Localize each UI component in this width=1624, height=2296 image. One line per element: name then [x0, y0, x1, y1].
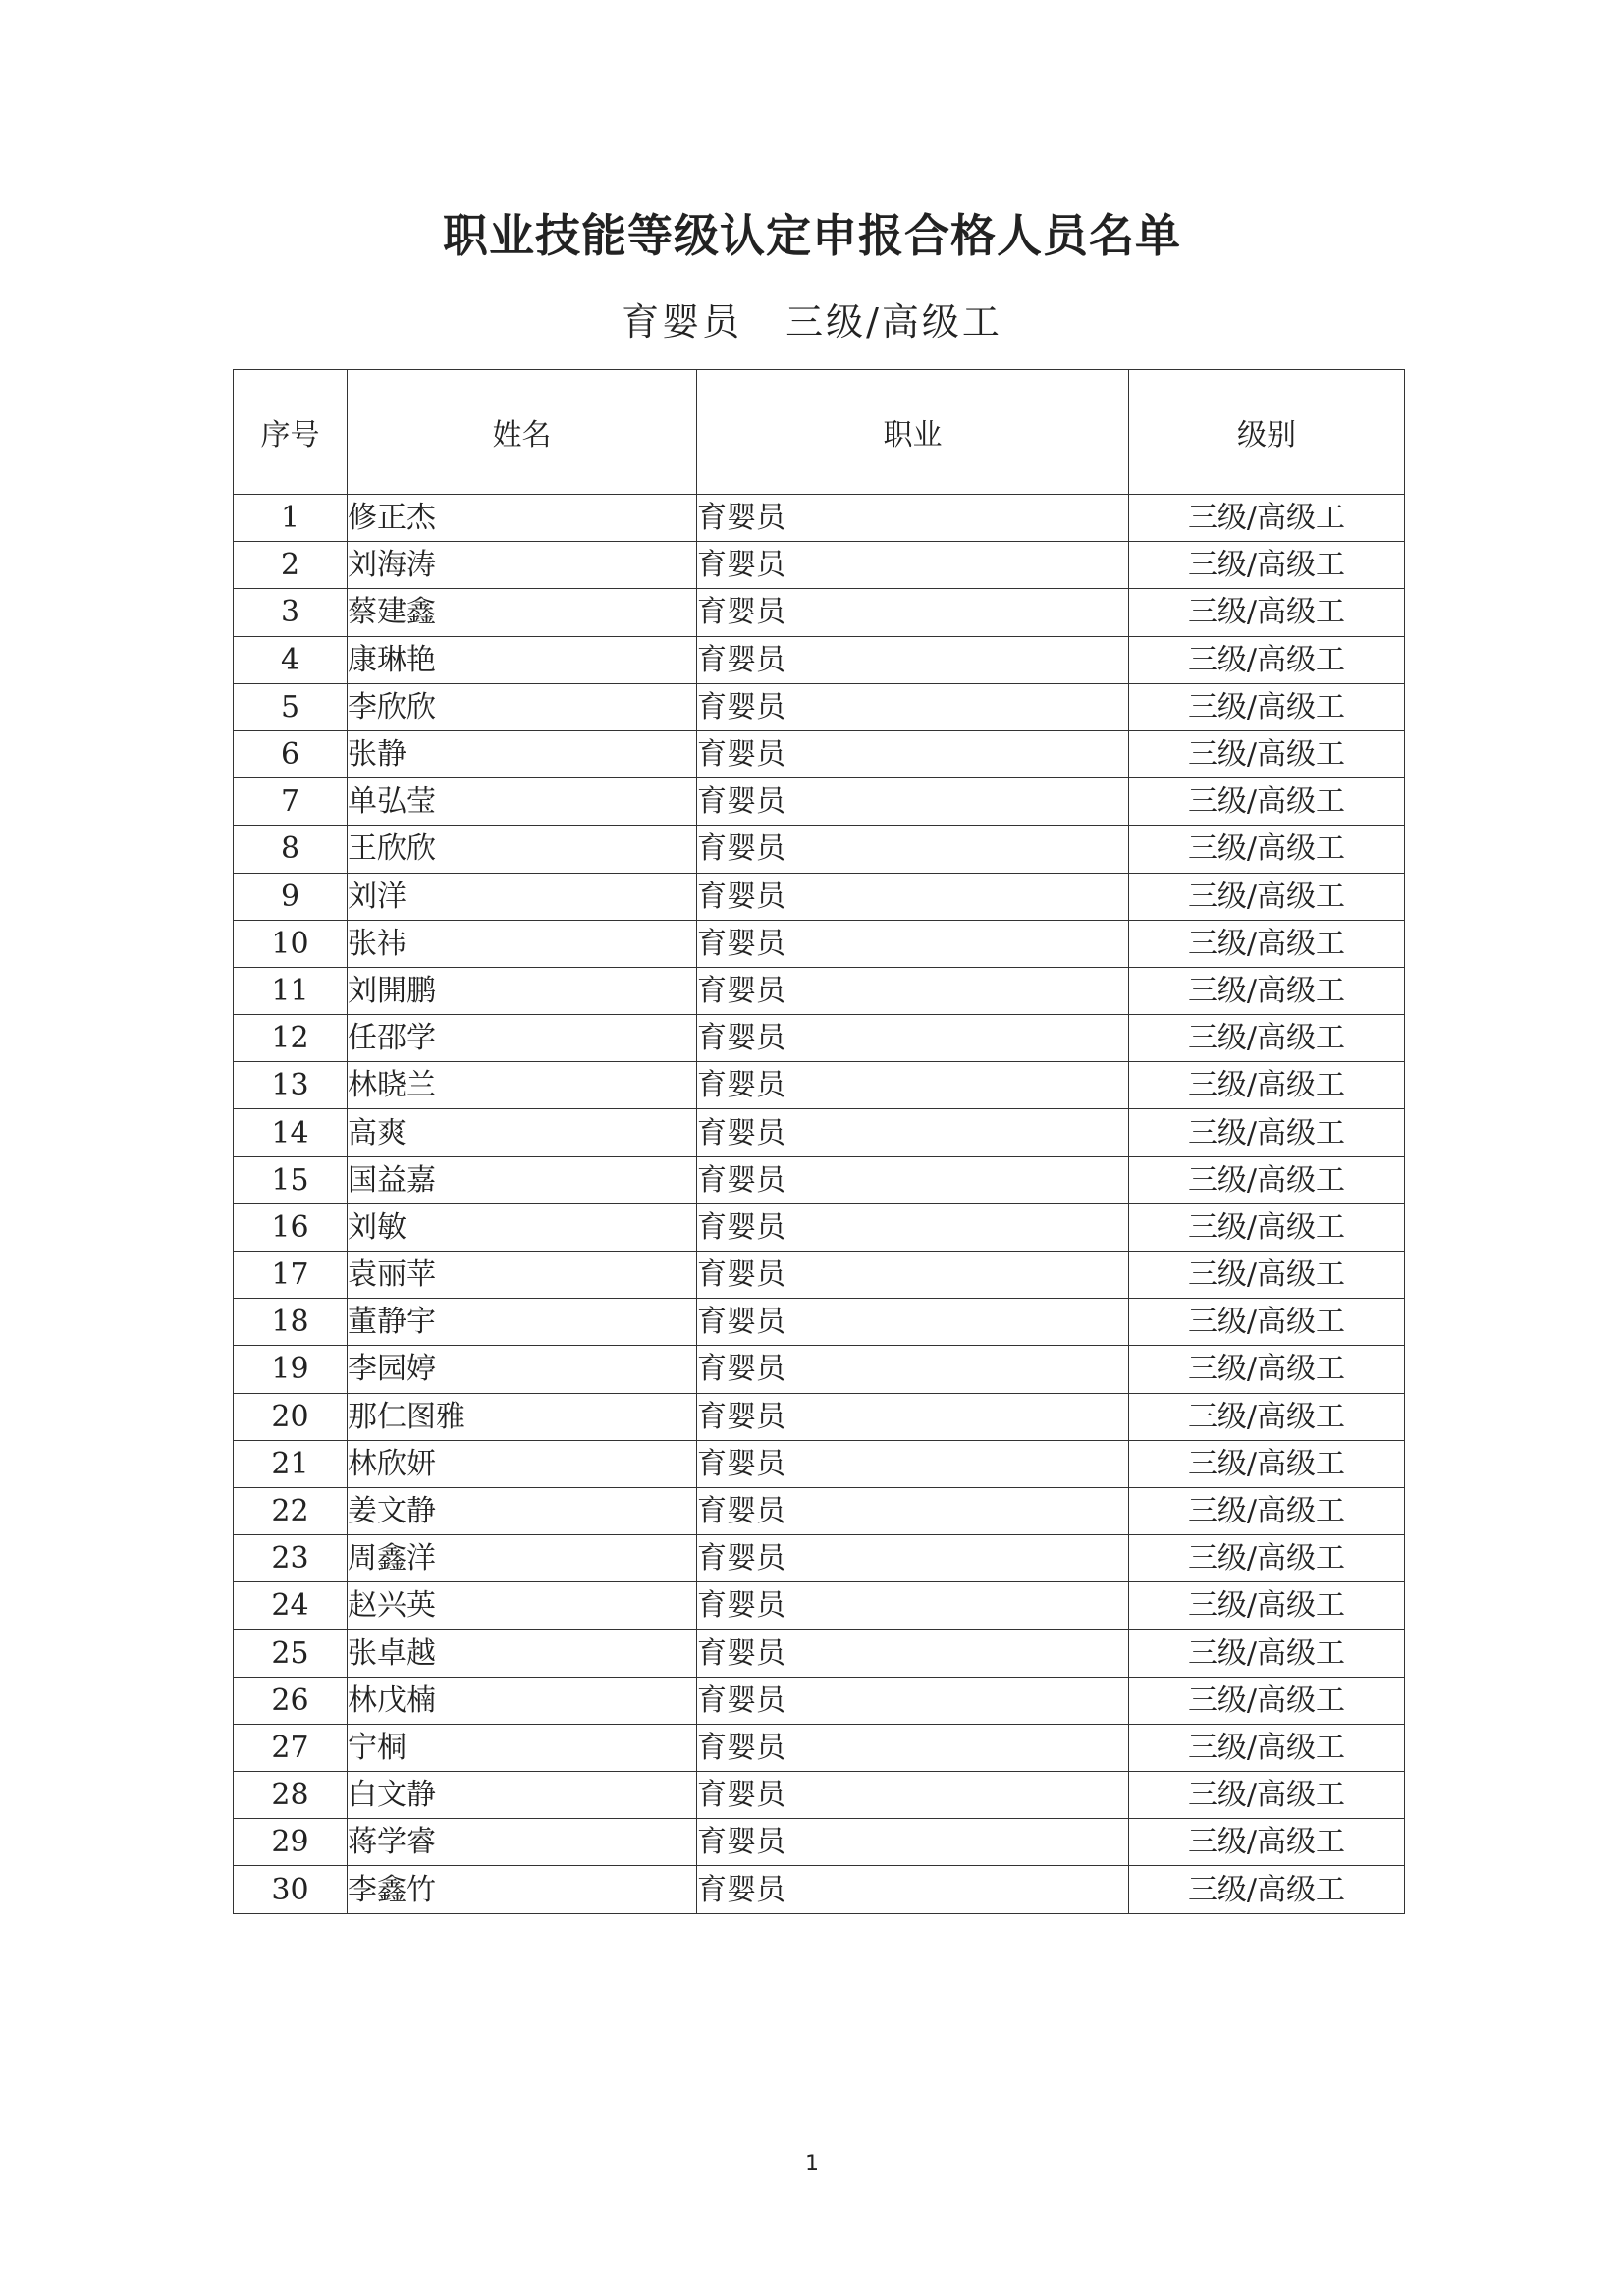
- row-level: 三级/高级工: [1129, 589, 1405, 636]
- table-row: [234, 1062, 1405, 1109]
- header-no: 序号: [234, 370, 348, 495]
- row-occupation: 育婴员: [697, 1299, 1129, 1346]
- row-occupation: 育婴员: [697, 730, 1129, 777]
- row-number: 2: [234, 542, 348, 589]
- row-number: 21: [234, 1440, 348, 1487]
- row-name: 白文静: [348, 1772, 697, 1819]
- table-row: [234, 1677, 1405, 1724]
- row-name: 刘海涛: [348, 542, 697, 589]
- row-name: 高爽: [348, 1109, 697, 1156]
- row-number: 3: [234, 589, 348, 636]
- row-occupation: 育婴员: [697, 1772, 1129, 1819]
- row-name: 修正杰: [348, 495, 697, 542]
- document-subtitle: [0, 296, 1624, 347]
- row-name: 林晓兰: [348, 1062, 697, 1109]
- row-occupation: 育婴员: [697, 1203, 1129, 1251]
- row-number: 24: [234, 1582, 348, 1629]
- table-body: [234, 495, 1405, 1914]
- table-row: [234, 1772, 1405, 1819]
- row-level: 三级/高级工: [1129, 1582, 1405, 1629]
- row-occupation: 育婴员: [697, 920, 1129, 967]
- row-name: 张祎: [348, 920, 697, 967]
- row-number: 14: [234, 1109, 348, 1156]
- row-number: 10: [234, 920, 348, 967]
- row-occupation: 育婴员: [697, 967, 1129, 1014]
- table-row: [234, 1582, 1405, 1629]
- row-name: 李园婷: [348, 1346, 697, 1393]
- table-header: [234, 370, 1405, 495]
- header-occupation: 职业: [697, 370, 1129, 495]
- table-row: [234, 730, 1405, 777]
- row-level: 三级/高级工: [1129, 826, 1405, 873]
- row-number: 4: [234, 636, 348, 683]
- page-number: 1: [805, 2152, 819, 2176]
- table-row: [234, 636, 1405, 683]
- row-occupation: 育婴员: [697, 1724, 1129, 1771]
- header-name: 姓名: [348, 370, 697, 495]
- row-level: 三级/高级工: [1129, 873, 1405, 920]
- row-name: 赵兴英: [348, 1582, 697, 1629]
- row-number: 17: [234, 1252, 348, 1299]
- table-row: [234, 1156, 1405, 1203]
- table-row: [234, 589, 1405, 636]
- row-name: 李欣欣: [348, 683, 697, 730]
- table-row: [234, 495, 1405, 542]
- table-row: [234, 542, 1405, 589]
- table-row: [234, 1866, 1405, 1913]
- row-level: 三级/高级工: [1129, 1440, 1405, 1487]
- row-occupation: 育婴员: [697, 1535, 1129, 1582]
- row-name: 宁桐: [348, 1724, 697, 1771]
- row-name: 张静: [348, 730, 697, 777]
- row-occupation: 育婴员: [697, 636, 1129, 683]
- row-number: 28: [234, 1772, 348, 1819]
- row-name: 林欣妍: [348, 1440, 697, 1487]
- table-row: [234, 1299, 1405, 1346]
- row-number: 26: [234, 1677, 348, 1724]
- row-level: 三级/高级工: [1129, 1535, 1405, 1582]
- row-name: 李鑫竹: [348, 1866, 697, 1913]
- table-row: [234, 967, 1405, 1014]
- row-level: 三级/高级工: [1129, 1299, 1405, 1346]
- table-row: [234, 1109, 1405, 1156]
- table-row: [234, 1487, 1405, 1534]
- row-name: 刘開鹏: [348, 967, 697, 1014]
- row-number: 9: [234, 873, 348, 920]
- row-number: 23: [234, 1535, 348, 1582]
- table-row: [234, 1629, 1405, 1677]
- row-name: 刘洋: [348, 873, 697, 920]
- row-level: 三级/高级工: [1129, 1346, 1405, 1393]
- row-occupation: 育婴员: [697, 495, 1129, 542]
- table-row: [234, 1724, 1405, 1771]
- row-occupation: 育婴员: [697, 1346, 1129, 1393]
- row-level: 三级/高级工: [1129, 1109, 1405, 1156]
- row-number: 19: [234, 1346, 348, 1393]
- row-name: 单弘莹: [348, 778, 697, 826]
- row-level: 三级/高级工: [1129, 730, 1405, 777]
- table-row: [234, 1203, 1405, 1251]
- row-name: 蒋学睿: [348, 1819, 697, 1866]
- row-name: 任邵学: [348, 1015, 697, 1062]
- table-row: [234, 1535, 1405, 1582]
- row-occupation: 育婴员: [697, 1582, 1129, 1629]
- row-number: 22: [234, 1487, 348, 1534]
- row-name: 康琳艳: [348, 636, 697, 683]
- row-level: 三级/高级工: [1129, 1724, 1405, 1771]
- row-occupation: 育婴员: [697, 1866, 1129, 1913]
- row-number: 8: [234, 826, 348, 873]
- subtitle-occupation: 育婴员: [622, 300, 743, 344]
- row-occupation: 育婴员: [697, 1109, 1129, 1156]
- table-row: [234, 873, 1405, 920]
- row-occupation: 育婴员: [697, 589, 1129, 636]
- row-level: 三级/高级工: [1129, 1629, 1405, 1677]
- table-row: [234, 683, 1405, 730]
- row-occupation: 育婴员: [697, 1252, 1129, 1299]
- row-number: 25: [234, 1629, 348, 1677]
- row-occupation: 育婴员: [697, 826, 1129, 873]
- row-occupation: 育婴员: [697, 1440, 1129, 1487]
- row-level: 三级/高级工: [1129, 967, 1405, 1014]
- row-occupation: 育婴员: [697, 1015, 1129, 1062]
- table-row: [234, 1393, 1405, 1440]
- table-row: [234, 1819, 1405, 1866]
- row-number: 1: [234, 495, 348, 542]
- row-occupation: 育婴员: [697, 873, 1129, 920]
- row-name: 王欣欣: [348, 826, 697, 873]
- row-name: 刘敏: [348, 1203, 697, 1251]
- row-name: 林戊楠: [348, 1677, 697, 1724]
- row-occupation: 育婴员: [697, 1629, 1129, 1677]
- row-level: 三级/高级工: [1129, 542, 1405, 589]
- row-level: 三级/高级工: [1129, 683, 1405, 730]
- row-occupation: 育婴员: [697, 778, 1129, 826]
- row-level: 三级/高级工: [1129, 1487, 1405, 1534]
- row-occupation: 育婴员: [697, 1393, 1129, 1440]
- row-level: 三级/高级工: [1129, 1252, 1405, 1299]
- row-level: 三级/高级工: [1129, 1156, 1405, 1203]
- row-level: 三级/高级工: [1129, 1062, 1405, 1109]
- row-level: 三级/高级工: [1129, 495, 1405, 542]
- row-name: 蔡建鑫: [348, 589, 697, 636]
- header-level: 级别: [1129, 370, 1405, 495]
- row-level: 三级/高级工: [1129, 1772, 1405, 1819]
- row-level: 三级/高级工: [1129, 1393, 1405, 1440]
- row-occupation: 育婴员: [697, 542, 1129, 589]
- table-row: [234, 826, 1405, 873]
- row-occupation: 育婴员: [697, 1156, 1129, 1203]
- table-row: [234, 1346, 1405, 1393]
- row-name: 国益嘉: [348, 1156, 697, 1203]
- row-number: 15: [234, 1156, 348, 1203]
- row-occupation: 育婴员: [697, 1677, 1129, 1724]
- row-number: 27: [234, 1724, 348, 1771]
- row-number: 6: [234, 730, 348, 777]
- row-level: 三级/高级工: [1129, 920, 1405, 967]
- row-name: 那仁图雅: [348, 1393, 697, 1440]
- row-name: 袁丽苹: [348, 1252, 697, 1299]
- row-level: 三级/高级工: [1129, 1866, 1405, 1913]
- row-level: 三级/高级工: [1129, 1677, 1405, 1724]
- row-number: 5: [234, 683, 348, 730]
- table-row: [234, 778, 1405, 826]
- table-row: [234, 920, 1405, 967]
- row-number: 29: [234, 1819, 348, 1866]
- row-occupation: 育婴员: [697, 1062, 1129, 1109]
- table-row: [234, 1015, 1405, 1062]
- row-level: 三级/高级工: [1129, 1015, 1405, 1062]
- row-number: 12: [234, 1015, 348, 1062]
- row-level: 三级/高级工: [1129, 636, 1405, 683]
- row-number: 30: [234, 1866, 348, 1913]
- row-name: 张卓越: [348, 1629, 697, 1677]
- row-occupation: 育婴员: [697, 1819, 1129, 1866]
- row-name: 周鑫洋: [348, 1535, 697, 1582]
- subtitle-level: 三级/高级工: [785, 300, 1002, 344]
- row-number: 16: [234, 1203, 348, 1251]
- row-level: 三级/高级工: [1129, 1819, 1405, 1866]
- row-level: 三级/高级工: [1129, 778, 1405, 826]
- row-name: 董静宇: [348, 1299, 697, 1346]
- document-title: 职业技能等级认定申报合格人员名单: [443, 209, 1181, 262]
- roster-table: [233, 369, 1405, 1914]
- row-occupation: 育婴员: [697, 1487, 1129, 1534]
- row-occupation: 育婴员: [697, 683, 1129, 730]
- row-number: 13: [234, 1062, 348, 1109]
- header-row: [234, 370, 1405, 495]
- row-number: 18: [234, 1299, 348, 1346]
- row-number: 20: [234, 1393, 348, 1440]
- row-number: 7: [234, 778, 348, 826]
- row-name: 姜文静: [348, 1487, 697, 1534]
- row-level: 三级/高级工: [1129, 1203, 1405, 1251]
- table-row: [234, 1440, 1405, 1487]
- table-row: [234, 1252, 1405, 1299]
- row-number: 11: [234, 967, 348, 1014]
